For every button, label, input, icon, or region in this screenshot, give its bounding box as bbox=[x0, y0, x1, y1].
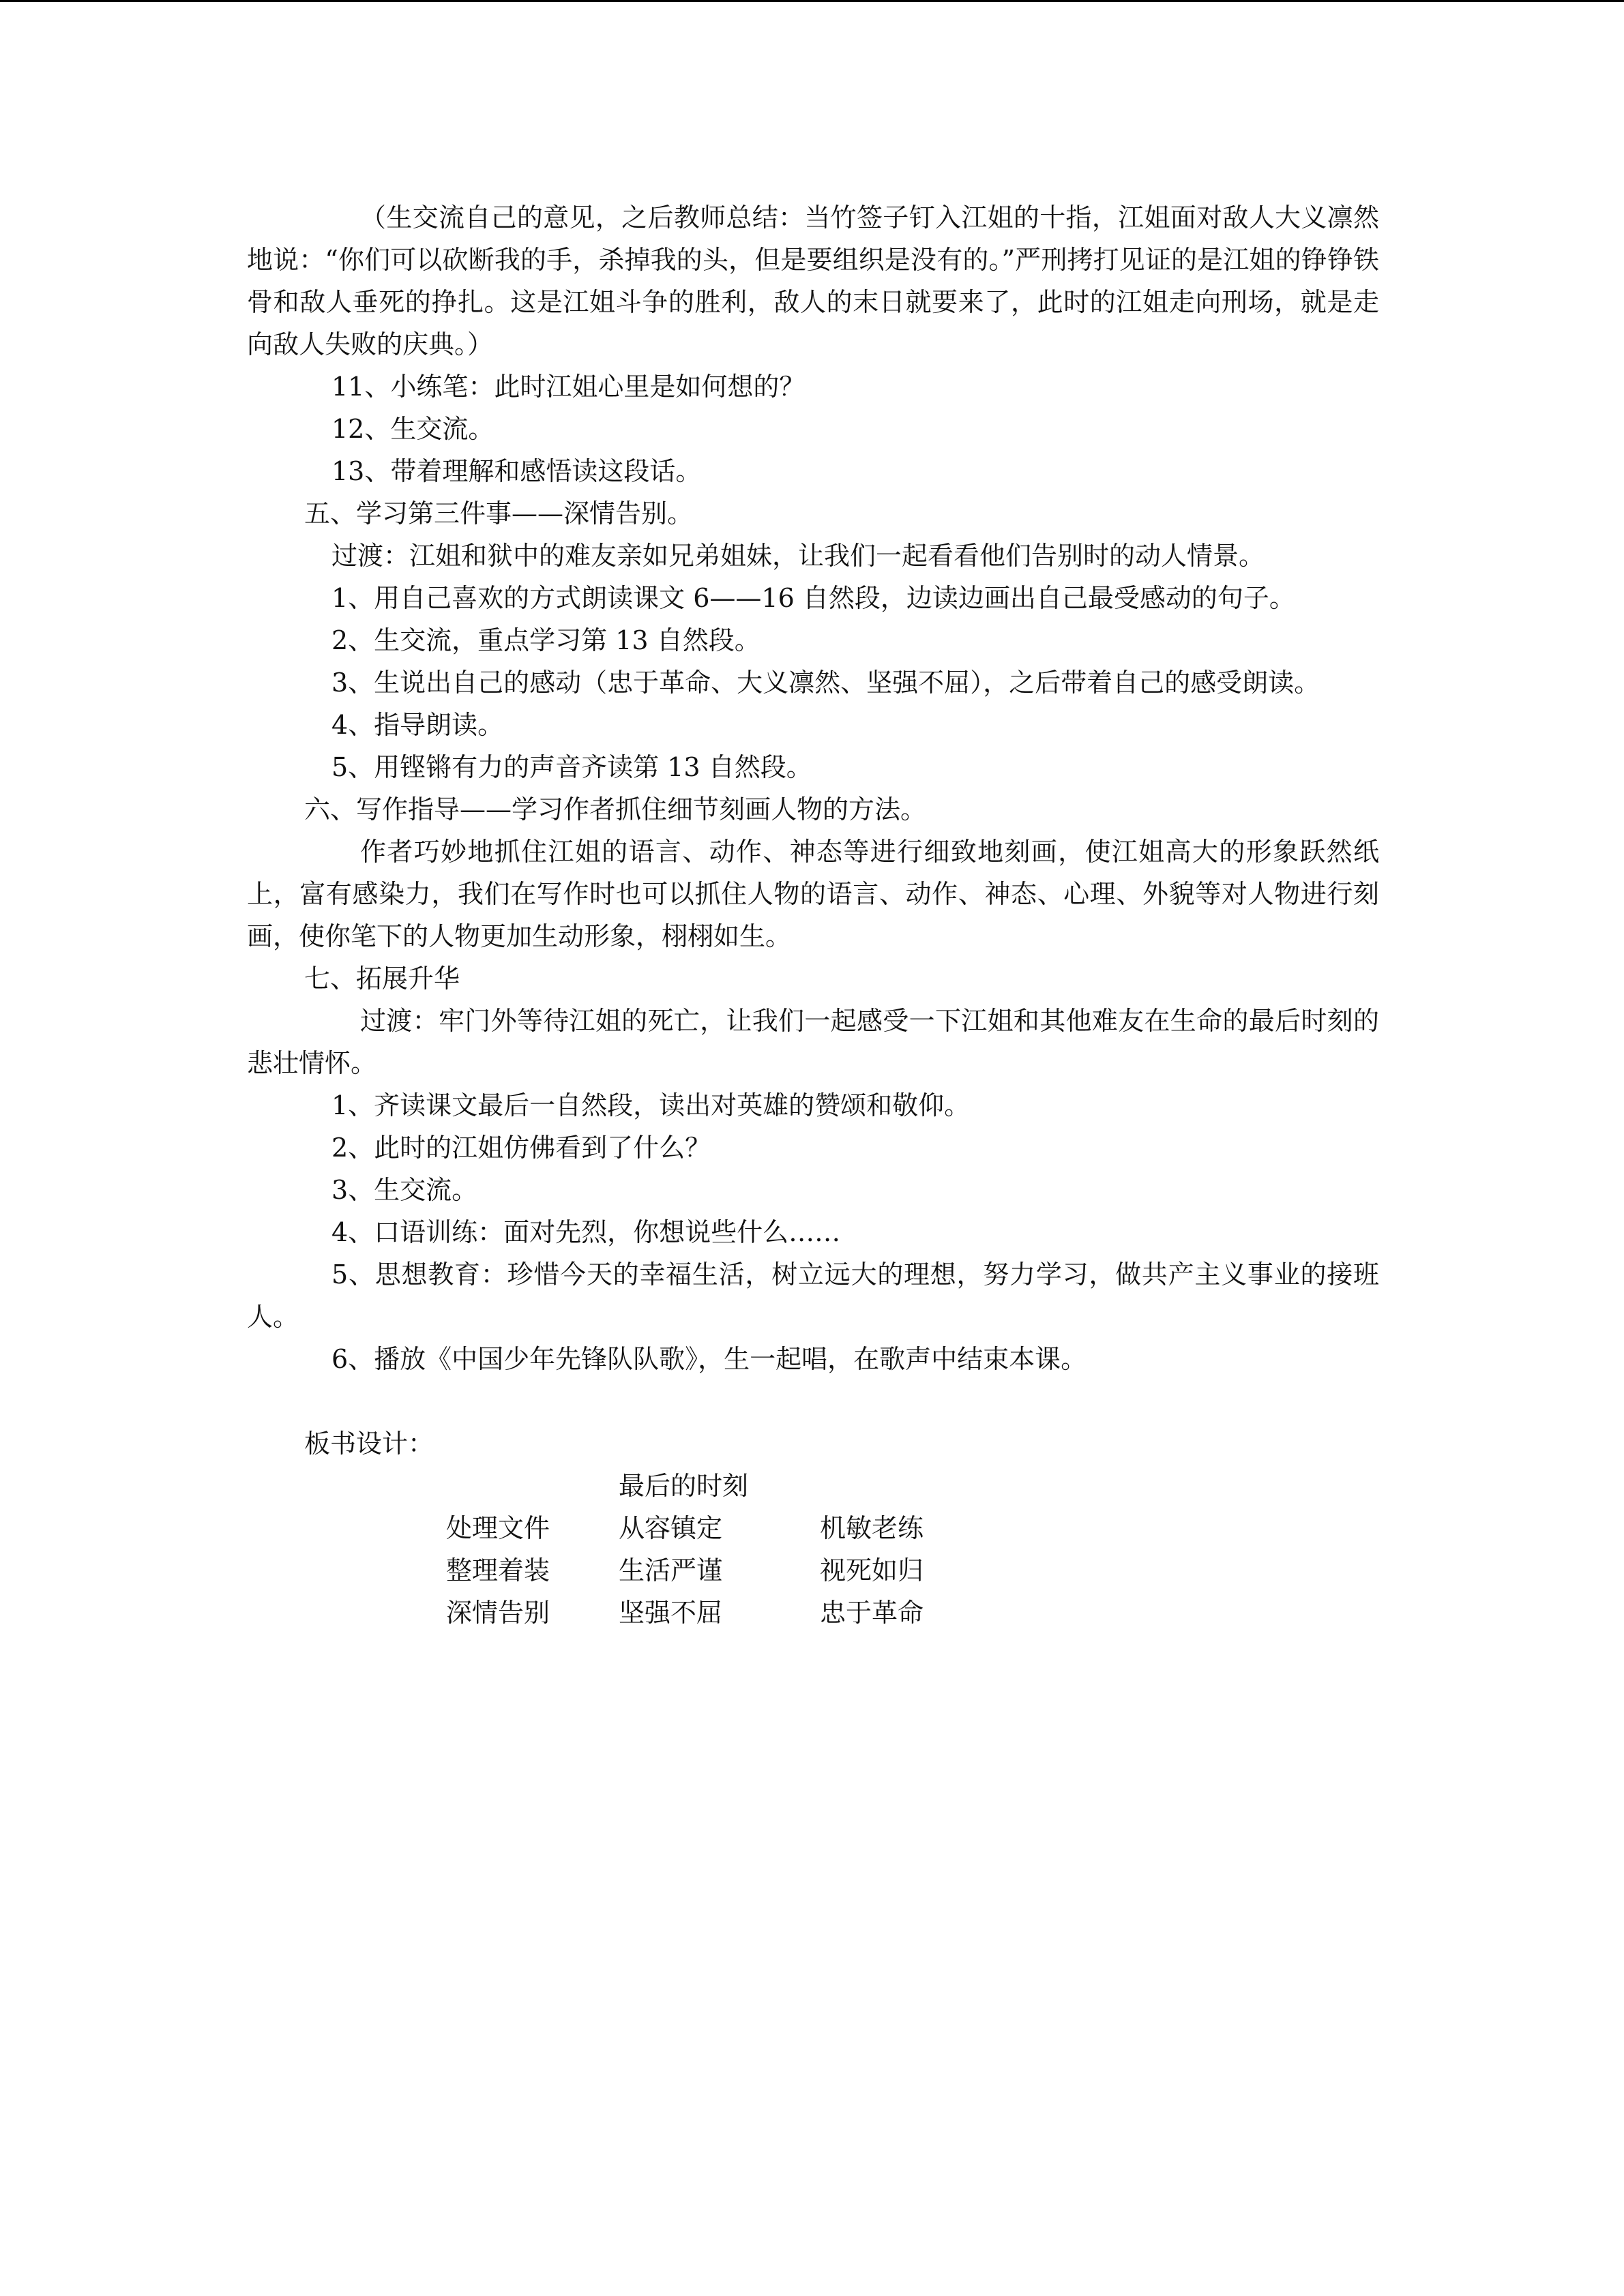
list-item: 1、齐读课文最后一自然段，读出对英雄的赞颂和敬仰。 bbox=[331, 1090, 971, 1120]
section4-summary: （生交流自己的意见，之后教师总结：当竹签子钉入江姐的十指，江姐面对敌人大义凛然地说：“你们可以砍断我的手，杀掉我的头，但是要组织是没有的。”严刑拷打见证的是江姐的铮铮铁骨和敌人垂死的挣扎。这是江姐斗争的胜利，敌人的末日就要来了，此时的江姐走向刑场，就是走向敌人失败的庆典。） bbox=[247, 203, 1379, 359]
list-item: 13、带着理解和感悟读这段话。 bbox=[331, 456, 702, 486]
transition-text: 过渡：江姐和狱中的难友亲如兄弟姐妹，让我们一起看看他们告别时的动人情景。 bbox=[331, 541, 1265, 571]
board-cell: 处理文件 bbox=[446, 1513, 550, 1543]
board-cell: 视死如归 bbox=[820, 1555, 924, 1585]
spacer bbox=[247, 1380, 1379, 1422]
section-heading: 六、写作指导——学习作者抓住细节刻画人物的方法。 bbox=[304, 794, 927, 824]
board-cell: 从容镇定 bbox=[619, 1513, 723, 1543]
list-item: 3、生说出自己的感动（忠于革命、大义凛然、坚强不屈），之后带着自己的感受朗读。 bbox=[331, 668, 1320, 698]
list-item: 4、指导朗读。 bbox=[331, 710, 504, 740]
board-title: 最后的时刻 bbox=[619, 1471, 749, 1501]
list-item: 11、小练笔：此时江姐心里是如何想的？ bbox=[331, 372, 806, 402]
section-heading: 五、学习第三件事——深情告别。 bbox=[304, 498, 694, 528]
list-item: 5、用铿锵有力的声音齐读第 13 自然段。 bbox=[331, 752, 812, 782]
body-paragraph: 作者巧妙地抓住江姐的语言、动作、神态等进行细致地刻画，使江姐高大的形象跃然纸上，富有感染力，我们在写作时也可以抓住人物的语言、动作、神态、心理、外貌等对人物进行刻画，使你笔下的人物更加生动形象，栩栩如生。 bbox=[247, 837, 1379, 951]
board-cell: 机敏老练 bbox=[820, 1513, 924, 1543]
board-cell: 生活严谨 bbox=[619, 1555, 723, 1585]
list-item: 5、思想教育：珍惜今天的幸福生活，树立远大的理想，努力学习，做共产主义事业的接班人。 bbox=[247, 1259, 1379, 1332]
board-design-label: 板书设计： bbox=[304, 1429, 434, 1459]
list-item: 6、播放《中国少年先锋队队歌》，生一起唱，在歌声中结束本课。 bbox=[331, 1344, 1087, 1374]
document-body bbox=[247, 196, 1379, 1635]
board-row bbox=[247, 1592, 997, 1634]
board-cell: 整理着装 bbox=[446, 1555, 550, 1585]
board-row bbox=[247, 1549, 997, 1592]
board-row bbox=[247, 1507, 997, 1549]
board-cell: 坚强不屈 bbox=[619, 1598, 723, 1628]
list-item: 12、生交流。 bbox=[331, 414, 494, 444]
list-item: 1、用自己喜欢的方式朗读课文 6——16 自然段，边读边画出自己最受感动的句子。 bbox=[331, 583, 1295, 613]
board-design bbox=[247, 1465, 1379, 1635]
list-item: 3、生交流。 bbox=[331, 1175, 478, 1205]
transition-text: 过渡：牢门外等待江姐的死亡，让我们一起感受一下江姐和其他难友在生命的最后时刻的悲壮情怀。 bbox=[247, 1006, 1379, 1078]
list-item: 2、生交流，重点学习第 13 自然段。 bbox=[331, 625, 761, 655]
list-item: 2、此时的江姐仿佛看到了什么？ bbox=[331, 1133, 711, 1163]
board-cell: 忠于革命 bbox=[820, 1598, 924, 1628]
section-heading: 七、拓展升华 bbox=[304, 964, 460, 994]
board-cell: 深情告别 bbox=[446, 1598, 550, 1628]
list-item: 4、口语训练：面对先烈，你想说些什么…… bbox=[331, 1217, 841, 1247]
